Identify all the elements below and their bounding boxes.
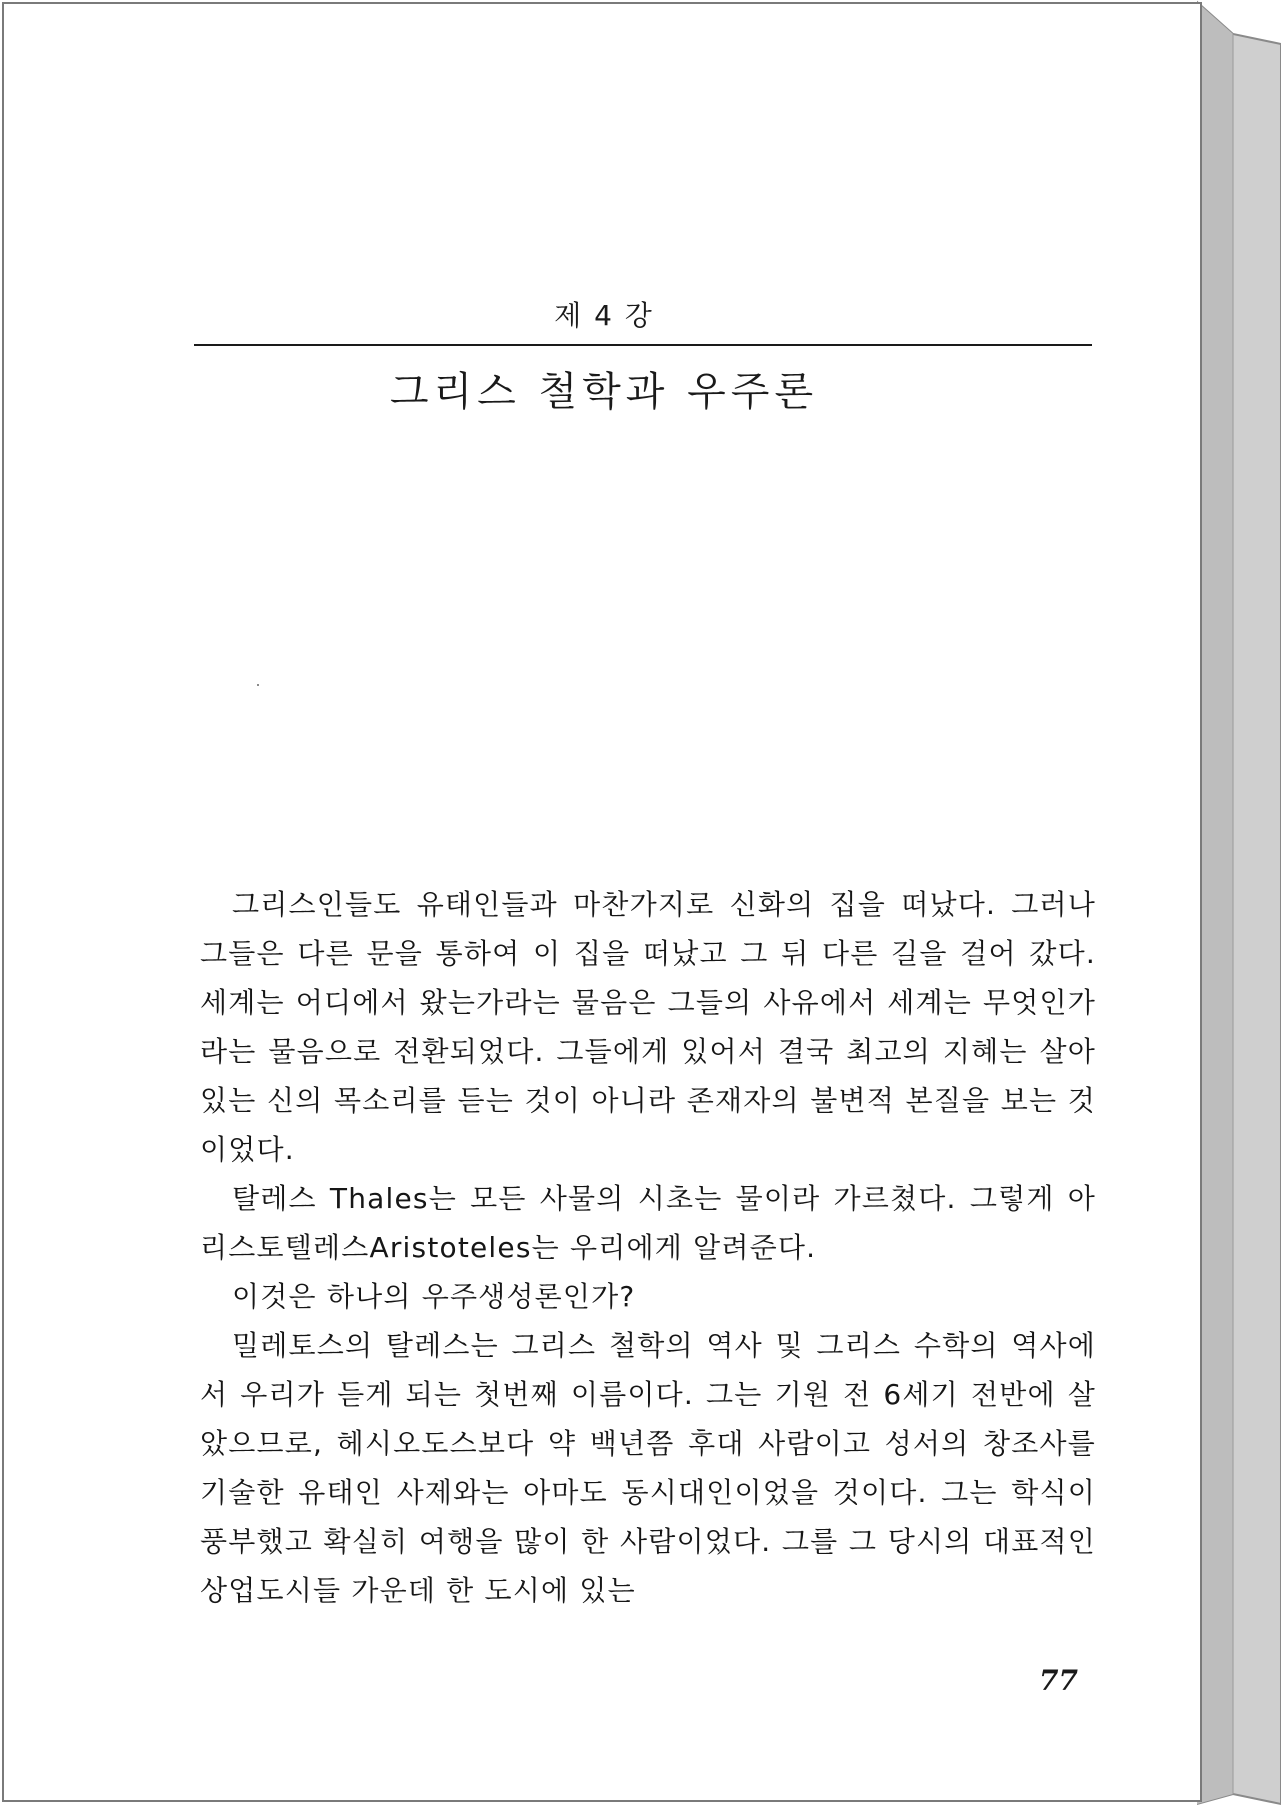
- paragraph: 그리스인들도 유태인들과 마찬가지로 신화의 집을 떠났다. 그러나 그들은 다른 문을 통하여 이 집을 떠났고 그 뒤 다른 길을 걸어 갔다. 세계는 어디에서 왔는가라는 물음은 그들의 사유에서 세계는 무엇인가라는 물음으로 전환되었다. 그들에게 있어서 결국 최고의 지혜는 살아 있는 신의 목소리를 듣는 것이 아니라 존재자의 불변적 본질을 보는 것이었다.: [200, 888, 1096, 1166]
- title-divider: [194, 344, 1092, 346]
- paragraph: 탈레스 Thales는 모든 사물의 시초는 물이라 가르쳤다. 그렇게 아리스토텔레스Aristoteles는 우리에게 알려준다.: [200, 1182, 1096, 1264]
- body-text: [200, 880, 1096, 1615]
- chapter-number: 제 4 강: [554, 299, 654, 332]
- paragraph: 이것은 하나의 우주생성론인가?: [232, 1280, 636, 1313]
- book-page: [2, 2, 1202, 1802]
- paragraph: 밀레토스의 탈레스는 그리스 철학의 역사 및 그리스 수학의 역사에서 우리가 듣게 되는 첫번째 이름이다. 그는 기원 전 6세기 전반에 살았으므로, 헤시오도스보다 약 백년쯤 후대 사람이고 성서의 창조사를 기술한 유태인 사제와는 아마도 동시대인이었을 것이다. 그는 학식이 풍부했고 확실히 여행을 많이 한 사람이었다. 그를 그 당시의 대표적인 상업도시들 가운데 한 도시에 있는: [200, 1329, 1096, 1607]
- page-stack-edge: [1197, 0, 1281, 1806]
- chapter-title: 그리스 철학과 우주론: [389, 369, 819, 415]
- page-number: 77: [1039, 1664, 1078, 1697]
- scan-speck: [257, 684, 259, 686]
